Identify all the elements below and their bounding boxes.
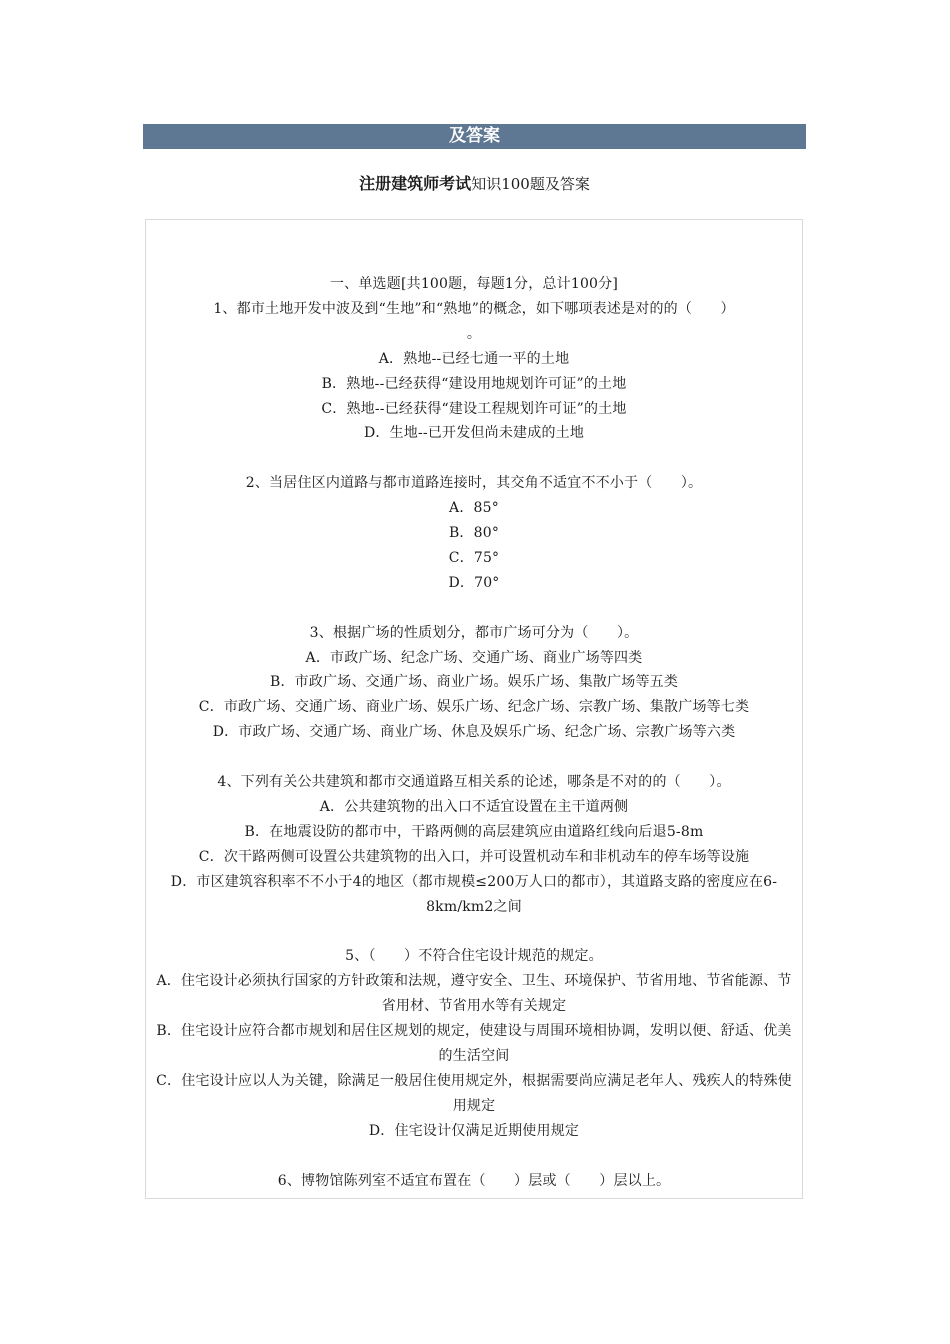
question-4-option-a: A．公共建筑物的出入口不适宜设置在主干道两侧 bbox=[319, 798, 629, 815]
question-5-option-a: A．住宅设计必须执行国家的方针政策和法规，遵守安全、卫生、环境保护、节省用地、节省能源、节省用材、节省用水等有关规定 bbox=[156, 973, 792, 1015]
question-1-option-c: C．熟地--已经获得“建设工程规划许可证”的土地 bbox=[321, 400, 627, 417]
question-stem-6: 6、博物馆陈列室不适宜布置在（ ）层或（ ）层以上。 bbox=[277, 1172, 671, 1189]
question-3-option-c: C．市政广场、交通广场、商业广场、娱乐广场、纪念广场、宗教广场、集散广场等七类 bbox=[198, 699, 750, 716]
section-heading: 一、单选题[共100题，每题1分，总计100分] bbox=[329, 276, 619, 292]
spacer bbox=[150, 745, 798, 770]
question-2-option-d: D．70° bbox=[448, 574, 500, 591]
document-title-bold: 注册建筑师考试 bbox=[359, 174, 472, 193]
question-2-option-a: A．85° bbox=[449, 500, 499, 517]
header-title: 及答案 bbox=[449, 126, 500, 146]
spacer bbox=[150, 446, 798, 471]
question-4-option-b: B．在地震设防的都市中，干路两侧的高层建筑应由道路红线向后退5-8m bbox=[244, 823, 704, 840]
question-3-option-b: B．市政广场、交通广场、商业广场。娱乐广场、集散广场等五类 bbox=[269, 674, 679, 691]
spacer bbox=[150, 596, 798, 621]
question-content bbox=[150, 272, 798, 1193]
question-4-option-c: C．次干路两侧可设置公共建筑物的出入口，并可设置机动车和非机动车的停车场等设施 bbox=[198, 848, 750, 865]
question-stem-3: 3、根据广场的性质划分，都市广场可分为（ ）。 bbox=[309, 624, 639, 641]
spacer bbox=[150, 920, 798, 945]
spacer bbox=[150, 1144, 798, 1169]
question-1-option-b: B．熟地--已经获得“建设用地规划许可证”的土地 bbox=[321, 375, 627, 392]
content-box bbox=[145, 219, 803, 1199]
header-bar bbox=[143, 124, 806, 149]
question-5-option-b: B．住宅设计应符合都市规划和居住区规划的规定，使建设与周围环境相协调，发明以便、舒适、优美的生活空间 bbox=[156, 1023, 792, 1065]
question-3-option-d: D．市政广场、交通广场、商业广场、休息及娱乐广场、纪念广场、宗教广场等六类 bbox=[212, 724, 736, 741]
question-3-option-a: A．市政广场、纪念广场、交通广场、商业广场等四类 bbox=[305, 649, 643, 666]
question-stem-5: 5、（ ）不符合住宅设计规范的规定。 bbox=[345, 948, 603, 965]
document-title bbox=[143, 172, 806, 196]
question-5-option-d: D．住宅设计仅满足近期使用规定 bbox=[368, 1122, 580, 1139]
question-5-option-c: C．住宅设计应以人为关键，除满足一般居住使用规定外，根据需要尚应满足老年人、残疾人的特殊使用规定 bbox=[156, 1072, 792, 1114]
question-1-option-a: A．熟地--已经七通一平的土地 bbox=[378, 350, 570, 367]
question-2-option-b: B．80° bbox=[448, 525, 500, 542]
question-4-option-d: D．市区建筑容积率不不小于4的地区（都市规模≤200万人口的都市），其道路支路的密度应在6-8km/km2之间 bbox=[170, 873, 778, 915]
question-1-option-d: D．生地--已开发但尚未建成的土地 bbox=[363, 425, 585, 442]
question-stem-1: 1、都市土地开发中波及到“生地”和“熟地”的概念，如下哪项表述是对的的（ ） bbox=[213, 300, 735, 317]
question-stem-1-tail: 。 bbox=[466, 325, 482, 342]
document-title-rest: 知识100题及答案 bbox=[471, 175, 590, 193]
question-stem-2: 2、当居住区内道路与都市道路连接时，其交角不适宜不不小于（ ）。 bbox=[245, 475, 703, 492]
question-2-option-c: C．75° bbox=[448, 549, 500, 566]
question-stem-4: 4、下列有关公共建筑和都市交通道路互相关系的论述，哪条是不对的的（ ）。 bbox=[217, 774, 731, 791]
